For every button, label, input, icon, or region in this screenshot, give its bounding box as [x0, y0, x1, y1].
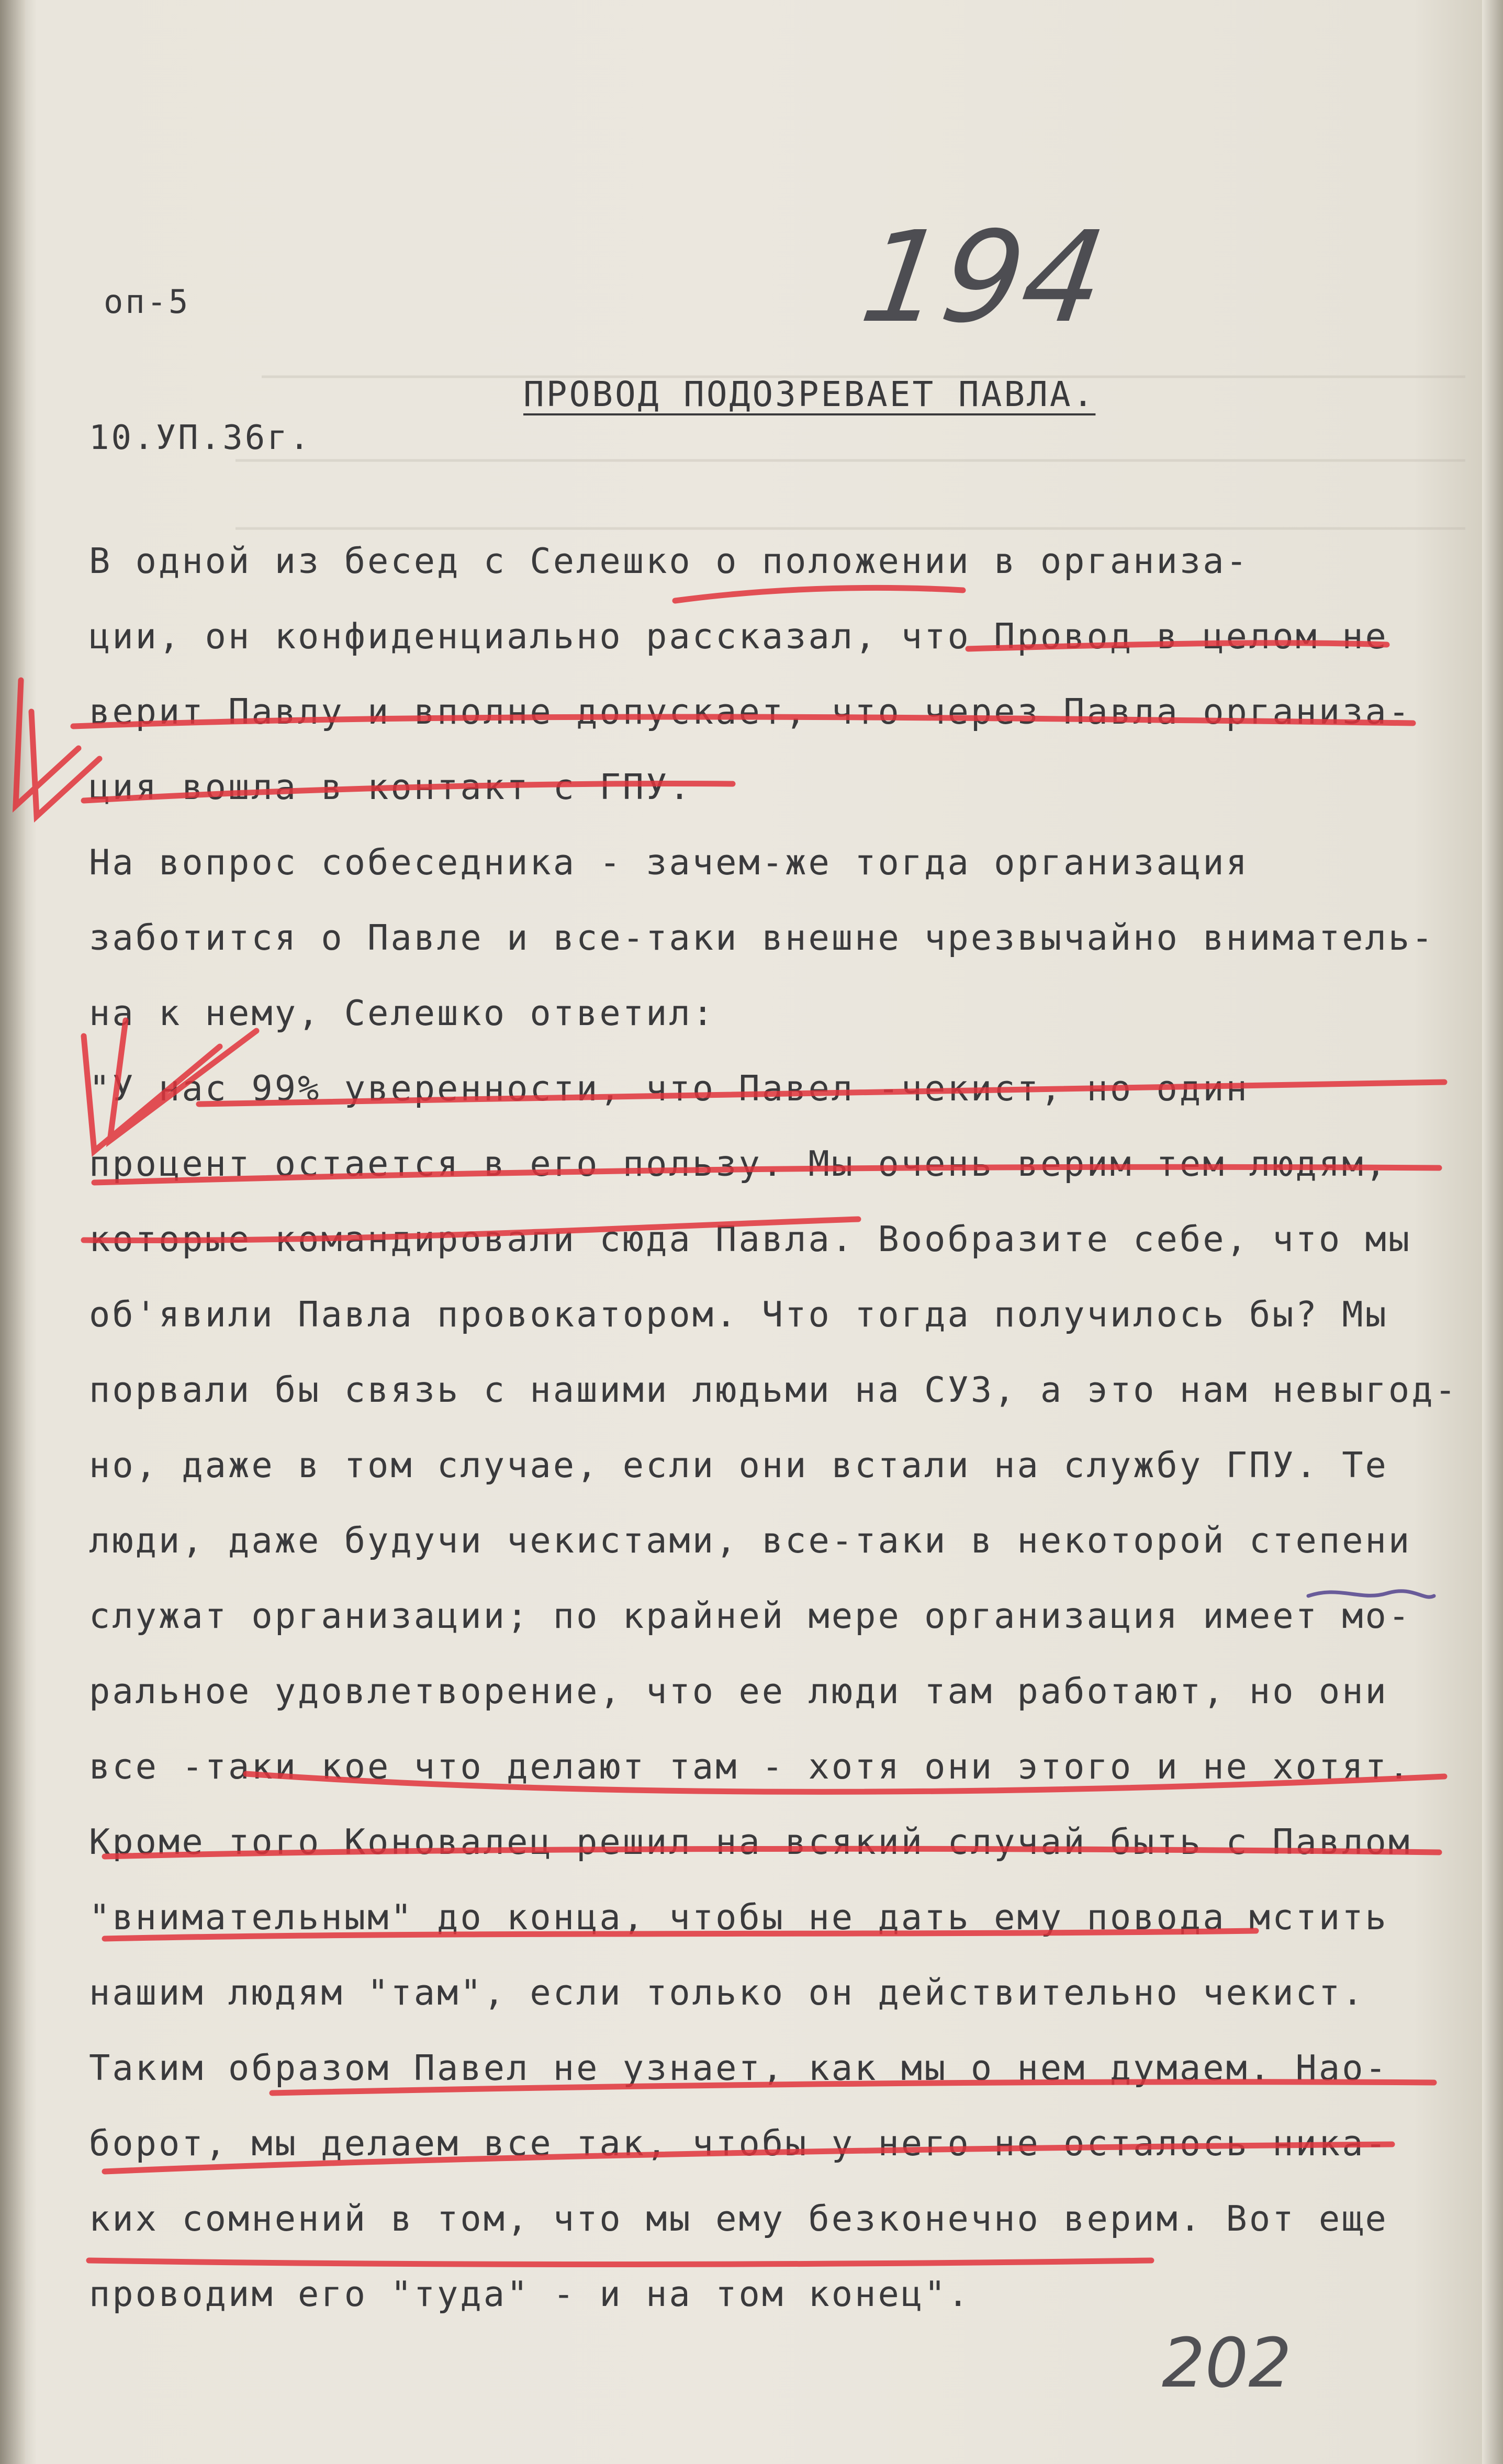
page-edge	[1482, 0, 1503, 2464]
text-line: нашим людям "там", если только он действительно чекист.	[89, 1972, 1365, 2013]
text-line: Таким образом Павел не узнает, как мы о нем думаем. Нао-	[89, 2047, 1388, 2088]
text-line: На вопрос собеседника - зачем-же тогда организация	[89, 842, 1249, 883]
red-checkmark	[16, 680, 99, 816]
text-line: ция вошла в контакт с ГПУ.	[89, 767, 692, 807]
handwritten-folio-number: 194	[853, 204, 1114, 351]
text-line: Кроме того Коновалец решил на всякий случай быть с Павлом	[89, 1821, 1412, 1862]
document-body	[89, 523, 1460, 2332]
text-line: В одной из бесед с Селешко о положении в организа-	[89, 541, 1249, 581]
text-line: проводим его "туда" - и на том конец".	[89, 2274, 971, 2314]
text-line: на к нему, Селешко ответил:	[89, 993, 716, 1033]
text-line: которые командировали сюда Павла. Вообразите себе, что мы	[89, 1219, 1412, 1259]
text-line: об'явили Павла провокатором. Что тогда получилось бы? Мы	[89, 1294, 1388, 1335]
text-line: заботится о Павле и все-таки внешне чрезвычайно вниматель-	[89, 917, 1435, 958]
text-line: все -таки кое что делают там - хотя они этого и не хотят.	[89, 1746, 1412, 1787]
text-line: верит Павлу и вполне допускает, что через Павла организа-	[89, 691, 1412, 732]
text-line: ральное удовлетворение, что ее люди там работают, но они	[89, 1671, 1388, 1712]
text-line: служат организации; по крайней мере организация имеет мо-	[89, 1595, 1412, 1636]
text-line: ции, он конфиденциально рассказал, что Провод в целом не	[89, 616, 1388, 657]
handwritten-page-number: 202	[1162, 2323, 1292, 2403]
text-line: борот, мы делаем все так, чтобы у него не осталось ника-	[89, 2123, 1388, 2164]
document-title: ПРОВОД ПОДОЗРЕВАЕТ ПАВЛА.	[523, 374, 1096, 414]
binding-shadow	[0, 0, 25, 2464]
text-line: но, даже в том случае, если они встали на службу ГПУ. Те	[89, 1445, 1388, 1486]
document-date: 10.УП.36г.	[89, 419, 312, 457]
text-line: "У нас 99% уверенности, что Павел -чекист, но один	[89, 1068, 1249, 1109]
text-line: "внимательным" до конца, чтобы не дать ему повода мстить	[89, 1897, 1388, 1938]
text-line: ких сомнений в том, что мы ему безконечно верим. Вот еще	[89, 2198, 1388, 2239]
text-line: процент остается в его пользу. Мы очень верим тем людям,	[89, 1143, 1388, 1184]
text-line: люди, даже будучи чекистами, все-таки в некоторой степени	[89, 1520, 1412, 1561]
text-line: порвали бы связь с нашими людьми на СУЗ, а это нам невыгод-	[89, 1369, 1458, 1410]
document-ref: оп-5	[104, 283, 190, 321]
